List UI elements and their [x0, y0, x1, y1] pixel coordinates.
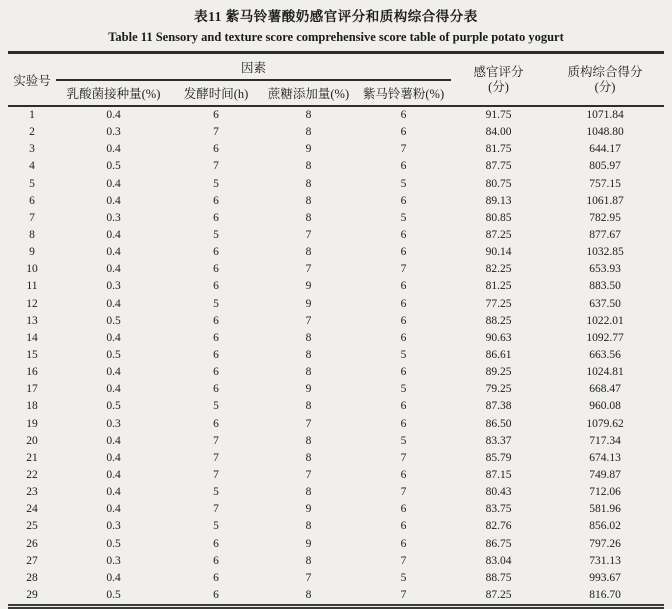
cell-fermentation-time: 6	[213, 194, 219, 207]
col-header-purple-potato-powder: 紫马铃薯粉(%)	[362, 87, 445, 101]
cell-texture-score: 877.67	[589, 229, 621, 242]
cell-purple-potato-powder: 7	[400, 486, 407, 499]
cell-texture-score: 1048.80	[586, 126, 624, 139]
cell-texture-score: 674.13	[589, 451, 621, 464]
cell-sucrose-addition: 8	[305, 246, 312, 259]
cell-purple-potato-powder: 6	[400, 503, 407, 516]
cell-lactic-inoculum: 0.4	[106, 229, 121, 242]
cell-sensory-score: 88.25	[485, 314, 512, 327]
cell-experiment-no: 1	[29, 109, 35, 122]
cell-fermentation-time: 5	[213, 486, 219, 499]
table-row	[8, 347, 664, 364]
cell-sensory-score: 83.75	[485, 503, 512, 516]
cell-experiment-no: 10	[26, 263, 38, 276]
cell-lactic-inoculum: 0.3	[106, 211, 121, 224]
cell-lactic-inoculum: 0.3	[106, 126, 121, 139]
cell-sucrose-addition: 8	[305, 177, 312, 190]
cell-sucrose-addition: 7	[305, 571, 312, 584]
cell-sucrose-addition: 8	[305, 126, 312, 139]
cell-experiment-no: 5	[29, 177, 35, 190]
cell-lactic-inoculum: 0.4	[106, 263, 121, 276]
cell-sucrose-addition: 8	[305, 451, 312, 464]
cell-sucrose-addition: 8	[305, 160, 312, 173]
cell-fermentation-time: 6	[213, 143, 219, 156]
cell-sensory-score: 77.25	[485, 297, 512, 310]
cell-lactic-inoculum: 0.3	[106, 417, 121, 430]
cell-fermentation-time: 6	[213, 554, 219, 567]
cell-purple-potato-powder: 7	[400, 589, 407, 601]
cell-sucrose-addition: 9	[305, 143, 312, 156]
cell-sucrose-addition: 8	[305, 520, 312, 533]
cell-experiment-no: 17	[26, 383, 38, 396]
cell-fermentation-time: 6	[213, 366, 219, 379]
cell-sucrose-addition: 9	[305, 280, 312, 293]
table-row	[8, 398, 664, 415]
cell-purple-potato-powder: 5	[400, 434, 407, 447]
cell-lactic-inoculum: 0.5	[106, 314, 121, 327]
cell-texture-score: 782.95	[589, 211, 621, 224]
table-row	[8, 296, 664, 313]
cell-purple-potato-powder: 6	[400, 126, 407, 139]
cell-fermentation-time: 6	[213, 211, 219, 224]
cell-texture-score: 653.93	[589, 263, 621, 276]
cell-fermentation-time: 6	[213, 263, 219, 276]
cell-sensory-score: 83.04	[485, 554, 512, 567]
cell-fermentation-time: 7	[213, 126, 219, 139]
cell-experiment-no: 19	[26, 417, 38, 430]
cell-texture-score: 1092.77	[586, 331, 624, 344]
cell-texture-score: 1079.62	[586, 417, 624, 430]
cell-purple-potato-powder: 6	[400, 417, 407, 430]
cell-texture-score: 749.87	[589, 469, 621, 482]
cell-experiment-no: 28	[26, 571, 38, 584]
cell-sucrose-addition: 7	[305, 229, 312, 242]
cell-experiment-no: 11	[26, 280, 38, 293]
cell-lactic-inoculum: 0.5	[106, 349, 121, 362]
cell-experiment-no: 6	[29, 194, 35, 207]
cell-lactic-inoculum: 0.4	[106, 486, 121, 499]
cell-purple-potato-powder: 6	[400, 246, 407, 259]
cell-experiment-no: 13	[26, 314, 38, 327]
table-row	[8, 570, 664, 587]
cell-experiment-no: 22	[26, 469, 38, 482]
cell-experiment-no: 18	[26, 400, 38, 413]
table-row	[8, 210, 664, 227]
table-row	[8, 106, 664, 124]
cell-sucrose-addition: 9	[305, 297, 312, 310]
cell-purple-potato-powder: 6	[400, 469, 407, 482]
cell-purple-potato-powder: 6	[400, 520, 407, 533]
cell-texture-score: 816.70	[589, 589, 621, 601]
cell-fermentation-time: 6	[213, 537, 219, 550]
cell-purple-potato-powder: 5	[400, 349, 407, 362]
cell-purple-potato-powder: 5	[400, 571, 407, 584]
table-row	[8, 313, 664, 330]
cell-fermentation-time: 5	[213, 520, 219, 533]
table-row	[8, 416, 664, 433]
table-row	[8, 450, 664, 467]
table-title-en: Table 11 Sensory and texture score comprehensive score table of purple potato yogurt	[108, 30, 564, 44]
cell-fermentation-time: 6	[213, 571, 219, 584]
cell-lactic-inoculum: 0.4	[106, 177, 121, 190]
cell-sensory-score: 89.25	[485, 366, 512, 379]
col-header-texture-line2: (分)	[594, 79, 616, 94]
cell-fermentation-time: 6	[213, 589, 219, 601]
cell-lactic-inoculum: 0.4	[106, 331, 121, 344]
cell-experiment-no: 12	[26, 297, 38, 310]
cell-sucrose-addition: 8	[305, 109, 312, 122]
cell-lactic-inoculum: 0.4	[106, 503, 121, 516]
cell-lactic-inoculum: 0.3	[106, 280, 121, 293]
cell-purple-potato-powder: 6	[400, 194, 407, 207]
col-header-factors-group: 因素	[56, 53, 451, 81]
cell-texture-score: 663.56	[589, 349, 621, 362]
cell-sucrose-addition: 8	[305, 194, 312, 207]
cell-texture-score: 757.15	[589, 177, 621, 190]
col-header-sensory-line2: (分)	[488, 79, 509, 94]
table-body	[8, 106, 664, 607]
cell-sucrose-addition: 8	[305, 434, 312, 447]
cell-experiment-no: 14	[26, 331, 38, 344]
cell-experiment-no: 15	[26, 349, 38, 362]
cell-lactic-inoculum: 0.4	[106, 469, 121, 482]
cell-sensory-score: 87.15	[485, 469, 512, 482]
cell-purple-potato-powder: 6	[400, 160, 407, 173]
cell-sucrose-addition: 7	[305, 263, 312, 276]
cell-sucrose-addition: 8	[305, 589, 312, 601]
cell-experiment-no: 26	[26, 537, 38, 550]
cell-fermentation-time: 5	[213, 177, 219, 190]
col-header-texture-score	[546, 53, 664, 107]
cell-lactic-inoculum: 0.3	[106, 554, 121, 567]
header-group-row	[8, 53, 664, 81]
table-row	[8, 553, 664, 570]
table-row	[8, 330, 664, 347]
cell-sensory-score: 87.75	[485, 160, 512, 173]
cell-purple-potato-powder: 6	[400, 400, 407, 413]
table-row	[8, 158, 664, 175]
cell-sucrose-addition: 9	[305, 537, 312, 550]
table-row	[8, 484, 664, 501]
cell-experiment-no: 20	[26, 434, 38, 447]
table-row	[8, 124, 664, 141]
cell-fermentation-time: 7	[213, 503, 219, 516]
cell-texture-score: 717.34	[589, 434, 621, 447]
cell-sucrose-addition: 8	[305, 486, 312, 499]
cell-purple-potato-powder: 7	[400, 143, 407, 156]
cell-lactic-inoculum: 0.4	[106, 297, 121, 310]
cell-sensory-score: 83.37	[485, 434, 512, 447]
cell-texture-score: 637.50	[589, 297, 621, 310]
cell-texture-score: 1071.84	[586, 109, 624, 122]
table-row	[8, 261, 664, 278]
table-row	[8, 141, 664, 158]
cell-experiment-no: 8	[29, 229, 35, 242]
cell-experiment-no: 2	[29, 126, 35, 139]
cell-sensory-score: 82.76	[485, 520, 512, 533]
cell-lactic-inoculum: 0.4	[106, 109, 121, 122]
col-header-fermentation-time: 发酵时间(h)	[183, 87, 249, 101]
cell-sucrose-addition: 7	[305, 417, 312, 430]
table-row	[8, 433, 664, 450]
cell-fermentation-time: 5	[213, 229, 219, 242]
cell-purple-potato-powder: 6	[400, 280, 407, 293]
cell-sensory-score: 86.50	[485, 417, 512, 430]
cell-texture-score: 1022.01	[586, 314, 624, 327]
cell-sensory-score: 87.25	[485, 229, 512, 242]
cell-lactic-inoculum: 0.4	[106, 383, 121, 396]
table-row	[8, 501, 664, 518]
cell-texture-score: 797.26	[589, 537, 621, 550]
cell-lactic-inoculum: 0.5	[106, 589, 121, 601]
cell-fermentation-time: 6	[213, 383, 219, 396]
cell-sensory-score: 85.79	[485, 451, 512, 464]
cell-experiment-no: 29	[26, 589, 38, 601]
cell-experiment-no: 16	[26, 366, 38, 379]
cell-sensory-score: 87.25	[485, 589, 512, 601]
cell-fermentation-time: 6	[213, 331, 219, 344]
cell-sensory-score: 82.25	[485, 263, 512, 276]
cell-fermentation-time: 5	[213, 297, 219, 310]
col-header-texture-line1: 质构综合得分	[567, 64, 643, 79]
cell-fermentation-time: 7	[213, 469, 219, 482]
table-title-cn: 表11 紫马铃薯酸奶感官评分和质构综合得分表	[194, 9, 478, 24]
cell-fermentation-time: 6	[213, 349, 219, 362]
cell-texture-score: 731.13	[589, 554, 621, 567]
cell-purple-potato-powder: 6	[400, 314, 407, 327]
cell-purple-potato-powder: 6	[400, 331, 407, 344]
cell-sucrose-addition: 8	[305, 349, 312, 362]
cell-lactic-inoculum: 0.4	[106, 366, 121, 379]
cell-purple-potato-powder: 7	[400, 263, 407, 276]
cell-sucrose-addition: 8	[305, 331, 312, 344]
cell-experiment-no: 9	[29, 246, 35, 259]
cell-texture-score: 581.96	[589, 503, 621, 516]
cell-lactic-inoculum: 0.4	[106, 434, 121, 447]
cell-sensory-score: 79.25	[485, 383, 512, 396]
score-table	[8, 51, 664, 609]
cell-fermentation-time: 5	[213, 400, 219, 413]
table-row	[8, 536, 664, 553]
table-row	[8, 467, 664, 484]
table-row	[8, 193, 664, 210]
table-row	[8, 364, 664, 381]
cell-purple-potato-powder: 5	[400, 211, 407, 224]
cell-sensory-score: 86.61	[485, 349, 512, 362]
cell-fermentation-time: 6	[213, 280, 219, 293]
cell-sensory-score: 87.38	[485, 400, 512, 413]
cell-sensory-score: 80.43	[485, 486, 512, 499]
table-row	[8, 244, 664, 261]
cell-purple-potato-powder: 7	[400, 451, 407, 464]
cell-texture-score: 856.02	[589, 520, 621, 533]
table-row	[8, 518, 664, 535]
cell-sucrose-addition: 9	[305, 503, 312, 516]
cell-sensory-score: 88.75	[485, 571, 512, 584]
cell-fermentation-time: 7	[213, 160, 219, 173]
cell-experiment-no: 7	[29, 211, 35, 224]
cell-lactic-inoculum: 0.5	[106, 400, 121, 413]
col-header-experiment: 实验号	[13, 73, 51, 88]
cell-sensory-score: 80.75	[485, 177, 512, 190]
cell-texture-score: 1032.85	[586, 246, 624, 259]
cell-lactic-inoculum: 0.4	[106, 246, 121, 259]
cell-texture-score: 1024.81	[586, 366, 624, 379]
cell-lactic-inoculum: 0.4	[106, 143, 121, 156]
cell-sensory-score: 90.63	[485, 331, 512, 344]
table-row	[8, 381, 664, 398]
cell-purple-potato-powder: 7	[400, 554, 407, 567]
cell-lactic-inoculum: 0.3	[106, 520, 121, 533]
cell-sensory-score: 81.75	[485, 143, 512, 156]
cell-texture-score: 712.06	[589, 486, 621, 499]
cell-texture-score: 644.17	[589, 143, 621, 156]
col-header-sensory-line1: 感官评分	[473, 64, 524, 79]
cell-lactic-inoculum: 0.4	[106, 194, 121, 207]
cell-experiment-no: 25	[26, 520, 38, 533]
cell-sucrose-addition: 7	[305, 469, 312, 482]
cell-texture-score: 960.08	[589, 400, 621, 413]
cell-sucrose-addition: 9	[305, 383, 312, 396]
cell-sensory-score: 90.14	[485, 246, 512, 259]
cell-sensory-score: 91.75	[485, 109, 512, 122]
cell-experiment-no: 3	[29, 143, 35, 156]
cell-sucrose-addition: 8	[305, 211, 312, 224]
cell-fermentation-time: 6	[213, 417, 219, 430]
cell-lactic-inoculum: 0.5	[106, 537, 121, 550]
cell-lactic-inoculum: 0.5	[106, 160, 121, 173]
cell-sensory-score: 81.25	[485, 280, 512, 293]
table-row	[8, 278, 664, 295]
cell-sensory-score: 89.13	[485, 194, 512, 207]
cell-fermentation-time: 6	[213, 314, 219, 327]
cell-texture-score: 805.97	[589, 160, 621, 173]
table-header	[8, 53, 664, 107]
col-header-lactic-inoculum: 乳酸菌接种量(%)	[66, 87, 161, 101]
cell-experiment-no: 21	[26, 451, 38, 464]
cell-sucrose-addition: 8	[305, 366, 312, 379]
cell-texture-score: 993.67	[589, 571, 621, 584]
table-row	[8, 227, 664, 244]
cell-experiment-no: 4	[29, 160, 35, 173]
cell-purple-potato-powder: 6	[400, 109, 407, 122]
cell-experiment-no: 24	[26, 503, 38, 516]
cell-fermentation-time: 7	[213, 451, 219, 464]
cell-sucrose-addition: 8	[305, 554, 312, 567]
cell-purple-potato-powder: 5	[400, 177, 407, 190]
cell-lactic-inoculum: 0.4	[106, 451, 121, 464]
cell-purple-potato-powder: 6	[400, 537, 407, 550]
cell-purple-potato-powder: 6	[400, 297, 407, 310]
cell-sensory-score: 86.75	[485, 537, 512, 550]
cell-purple-potato-powder: 6	[400, 366, 407, 379]
cell-fermentation-time: 6	[213, 109, 219, 122]
col-header-sucrose-addition: 蔗糖添加量(%)	[267, 87, 350, 101]
cell-sensory-score: 80.85	[485, 211, 512, 224]
cell-experiment-no: 23	[26, 486, 38, 499]
cell-texture-score: 668.47	[589, 383, 621, 396]
cell-texture-score: 1061.87	[586, 194, 624, 207]
table-row	[8, 176, 664, 193]
cell-fermentation-time: 6	[213, 246, 219, 259]
cell-sucrose-addition: 7	[305, 314, 312, 327]
cell-sucrose-addition: 8	[305, 400, 312, 413]
cell-sensory-score: 84.00	[485, 126, 512, 139]
cell-purple-potato-powder: 5	[400, 383, 407, 396]
cell-texture-score: 883.50	[589, 280, 621, 293]
cell-lactic-inoculum: 0.4	[106, 571, 121, 584]
cell-purple-potato-powder: 6	[400, 229, 407, 242]
cell-fermentation-time: 7	[213, 434, 219, 447]
cell-experiment-no: 27	[26, 554, 38, 567]
col-header-sensory-score	[451, 53, 546, 107]
